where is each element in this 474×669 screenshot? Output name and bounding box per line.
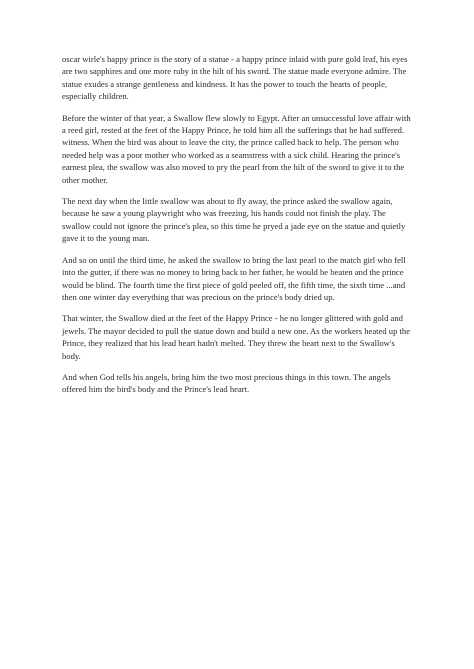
paragraph-2: Before the winter of that year, a Swallow flew slowly to Egypt. After an unsuccessful love affair with a reed girl, rested at the feet of the Happy Prince, he told him all the sufferings that he had suffered. witness. When the bird was about to leave the city, the prince called back to help. The person who needed help was a poor mother who worked as a seamstress with a sick child. Hearing the prince's earnest plea, the swallow was also moved to pry the pearl from the hilt of the sword to give it to the other mother. — [62, 112, 411, 185]
paragraph-4: And so on until the third time, he asked the swallow to bring the last pearl to the match girl who fell into the gutter, if there was no money to bring back to her father, he would be beaten and the prince would be blind. The fourth time the first piece of gold peeled off, the fifth time, the sixth time ...and then one winter day everything that was precious on the prince's body dried up. — [62, 254, 406, 302]
paragraph-1: oscar wirle's happy prince is the story of a statue - a happy prince inlaid with pure gold leaf, his eyes are two sapphires and one more ruby in the hilt of his sword. The statue made everyone admire. The statue exudes a strange gentleness and kindness. It has the power to touch the hearts of people, especially children. — [62, 54, 408, 102]
paragraph-6: And when God tells his angels, bring him the two most precious things in this town. The angels offered him the bird's body and the Prince's lead heart. — [62, 371, 391, 395]
paragraph-3: The next day when the little swallow was about to fly away, the prince asked the swallow again, because he saw a young playwright who was freezing, his hands could not finish the play. The swallow could not ignore the prince's plea, so this time he pryed a jade eye on the statue and quietly gave it to the young man. — [62, 196, 406, 244]
document-body — [62, 53, 414, 405]
paragraph-5: That winter, the Swallow died at the feet of the Happy Prince - he no longer glittered with gold and jewels. The mayor decided to pull the statue down and build a new one. As the workers heated up the Prince, they realized that his lead heart hadn't melted. They threw the heart next to the Swallow's body. — [62, 313, 411, 361]
